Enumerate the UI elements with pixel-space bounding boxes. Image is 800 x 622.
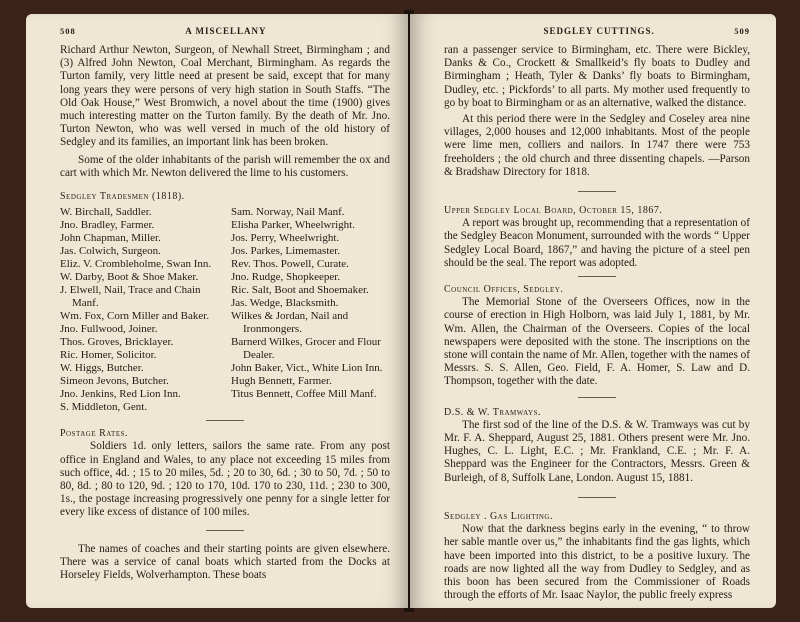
tradesman-entry: John Baker, Vict., White Lion Inn. <box>231 362 383 375</box>
tradesman-entry: Hugh Bennett, Farmer. <box>231 375 332 388</box>
tradesman-entry: W. Birchall, Saddler. <box>60 206 152 219</box>
left-page <box>26 14 408 608</box>
section-divider <box>578 397 616 398</box>
left-running-header <box>60 26 396 36</box>
coaches-text: The names of coaches and their starting points are given elsewhere. There was a service of canal boats which started from the Docks at Horseley Fields, Wolverhampton. These boats <box>60 542 390 582</box>
tradesman-entry: Jas. Colwich, Surgeon. <box>60 245 161 258</box>
gas-lighting-heading: Sedgley . Gas Lighting. <box>444 510 553 522</box>
section-divider <box>206 530 244 531</box>
postage-heading: Postage Rates. <box>60 428 129 440</box>
tradesman-entry: Sam. Norway, Nail Manf. <box>231 206 345 219</box>
intro-paragraph: Richard Arthur Newton, Surgeon, of Newhall Street, Birmingham ; and (3) Alfred John Newton, Coal Merchant, Birmingham. As regards the Turton family, very little need at present be said, except that for many long years they were persons of very high station in South Staffs. “The Old Oak House,” West Bromwich, a novel about the time (1900) gives much interesting matter on the Turton family. By the death of Mr. Jno. Turton Newton, who was well versed in much of the old history of Sedgley and its families, an important link has been broken. <box>60 44 390 149</box>
tradesmen-heading: Sedgley Tradesmen (1818). <box>60 191 185 203</box>
tramways-heading: D.S. & W. Tramways. <box>444 406 541 418</box>
tradesman-entry: Jno. Jenkins, Red Lion Inn. <box>60 388 181 401</box>
tradesman-entry: Thos. Groves, Bricklayer. <box>60 336 174 349</box>
right-running-header <box>444 26 750 36</box>
section-divider <box>206 420 244 421</box>
council-offices-text: The Memorial Stone of the Overseers Offices, now in the course of erection in High Holborn, was laid July 1, 1881, by Mr. Wm. Allen, the Chairman of the Overseers. Copies of the local newspapers were deposited with the stone. The inscriptions on the stone will contain the name of Mr. Allen, together with the names of Messrs. S. S. Allen, Geo. Field, F. A. Homer, S. Law and D. Thompson, together with the date. <box>444 296 750 388</box>
tradesman-entry: Jos. Perry, Wheelwright. <box>231 232 340 245</box>
tradesman-entry: S. Middleton, Gent. <box>60 401 148 414</box>
tradesman-entry: Ric. Salt, Boot and Shoemaker. <box>231 284 369 297</box>
tradesman-entry: John Chapman, Miller. <box>60 232 161 245</box>
right-page-number: 509 <box>734 26 750 36</box>
tradesman-entry: Simeon Jevons, Butcher. <box>60 375 169 388</box>
period-text: At this period there were in the Sedgley and Coseley area nine villages, 2,000 houses and 12,000 inhabitants. Most of the people were lime men, colliers and nailors. In 1747 there were 753 freeholders ; the old church and three dissenting chapels. —Parson & Bradshaw Directory for 1818. <box>444 113 750 178</box>
tradesman-entry: Wilkes & Jordan, Nail and Ironmongers. <box>231 310 349 336</box>
tradesmen-column-1 <box>60 206 219 414</box>
section-divider <box>578 191 616 192</box>
tradesman-entry: Eliz. V. Crombleholme, Swan Inn. <box>60 258 212 271</box>
postage-text: Soldiers 1d. only letters, sailors the same rate. From any post office in England and Wales, to any place not exceeding 15 miles from such office, 4d. ; 15 to 20 miles, 5d. ; 20 to 30, 6d. ; 30 to 50, 7d. ; 50 to 80, 8d. ; 80 to 120, 9d. ; 120 to 170, 10d. 170 to 230, 11d. ; 230 to 300, 1s., the postage increasing progressively one penny for a single letter for every like excess of distance of 100 miles. <box>60 440 390 519</box>
tramways-text: The first sod of the line of the D.S. & W. Tramways was cut by Mr. F. A. Sheppard, August 25, 1881. Others present were Mr. Jno. Hughes, C. L. Light, E.C. ; Mr. Frankland, C.E. ; Mr. F. A. Sheppard was the Engineer for the Contractors, Messrs. Green & Burleigh, of 8, Suffolk Lane, London. August 15, 1881. <box>444 418 750 484</box>
local-board-heading: Upper Sedgley Local Board, October 15, 1867. <box>444 205 663 217</box>
tradesmen-list <box>60 206 390 414</box>
council-offices-heading: Council Offices, Sedgley. <box>444 284 564 296</box>
tradesman-entry: Wm. Fox, Corn Miller and Baker. <box>60 310 210 323</box>
tradesman-entry: Jno. Fullwood, Joiner. <box>60 323 158 336</box>
tradesman-entry: J. Elwell, Nail, Trace and Chain Manf. <box>60 284 201 310</box>
right-running-head: SEDGLEY CUTTINGS. <box>543 26 655 36</box>
tradesman-entry: W. Higgs, Butcher. <box>60 362 144 375</box>
tradesman-entry: Ric. Homer, Solicitor. <box>60 349 157 362</box>
tradesman-entry: Elisha Parker, Wheelwright. <box>231 219 355 232</box>
canal-boats-continuation: ran a passenger service to Birmingham, etc. There were Bickley, Danks & Co., Crockett & Smallkeid’s fly boats to Dudley and Birmingham ; Heath, Tyler & Danks’ fly boats to Birmingham, Dudley, etc. ; Pickfords’ to all parts. My mother used frequently to go by boat to Birmingham or as an alternative, walked the distance. <box>444 44 750 109</box>
tradesman-entry: Jno. Rudge, Shopkeeper. <box>231 271 341 284</box>
tradesman-entry: Jas. Wedge, Blacksmith. <box>231 297 339 310</box>
section-divider <box>578 276 616 277</box>
ox-cart-paragraph: Some of the older inhabitants of the parish will remember the ox and cart with which Mr. Newton delivered the lime to his customers. <box>60 153 390 179</box>
tradesman-entry: Jos. Parkes, Limemaster. <box>231 245 341 258</box>
tradesman-entry: Jno. Bradley, Farmer. <box>60 219 155 232</box>
right-page <box>410 14 776 608</box>
left-page-number: 508 <box>60 26 76 36</box>
left-running-head: A MISCELLANY <box>185 26 267 36</box>
tradesman-entry: W. Darby, Boot & Shoe Maker. <box>60 271 199 284</box>
tradesman-entry: Titus Bennett, Coffee Mill Manf. <box>231 388 377 401</box>
tradesman-entry: Barnerd Wilkes, Grocer and Flour Dealer. <box>231 336 381 362</box>
local-board-text: A report was brought up, recommending that a representation of the Sedgley Beacon Monument, surrounded with the words “ Upper Sedgley Local Board, 1867,” and having the picture of a steel pen should be the seal. The report was adopted. <box>444 217 750 269</box>
gas-lighting-text: Now that the darkness begins early in the evening, “ to throw her sable mantle over us,” the inhabitants find the gas lights, which have been imported into this district, to be a positive luxury. The roads are now lighted all the way from Dudley to Sedgley, and as this boon has been secured from the Commissioner of Roads through the efforts of Mr. Isaac Naylor, the public freely express <box>444 523 750 602</box>
tradesman-entry: Rev. Thos. Powell, Curate. <box>231 258 349 271</box>
section-divider <box>578 497 616 498</box>
tradesmen-column-2 <box>231 206 390 414</box>
